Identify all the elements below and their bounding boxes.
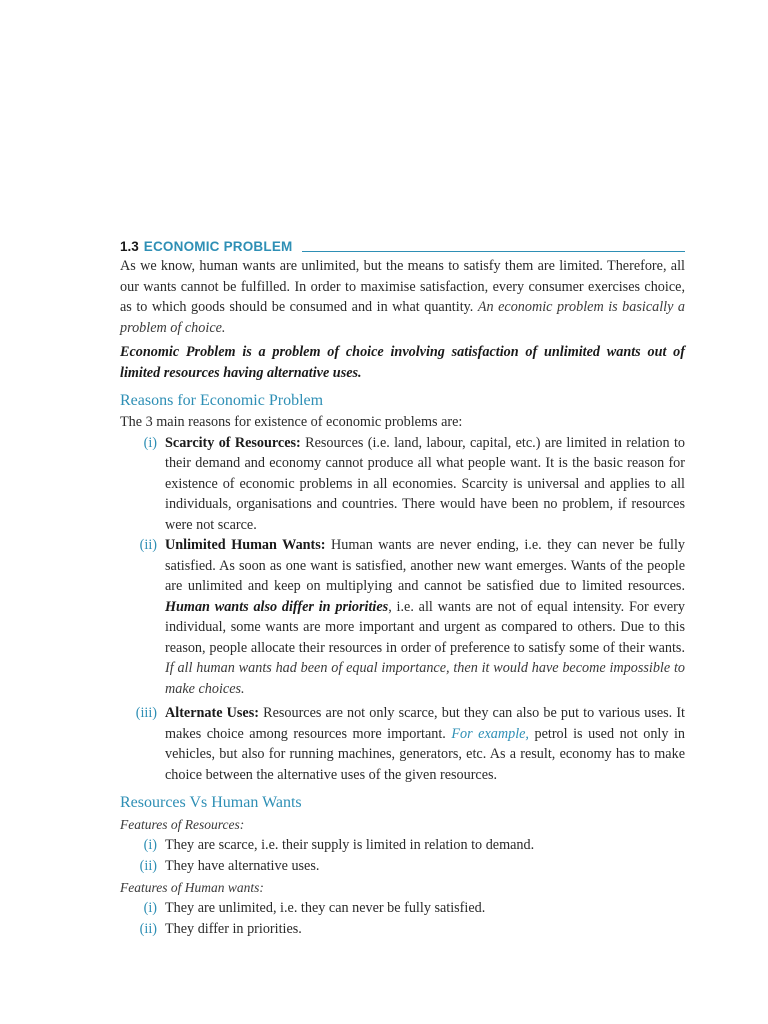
list-item: [120, 856, 685, 877]
wants-features-label: Features of Human wants:: [120, 880, 264, 895]
list-number: (iii): [135, 705, 157, 721]
list-number: (i): [143, 837, 157, 853]
intro-text: As we know, human wants are unlimited, but the means to satisfy them are limited. Therefore, all our wants cannot be fulfilled. In order to maximise satisfaction, every consumer exercises choice, as to which goods should be consumed and in what quantity.: [120, 258, 685, 315]
comparison-heading: Resources Vs Human Wants: [120, 794, 302, 811]
resources-features-label: Features of Resources:: [120, 817, 245, 832]
reasons-heading: Reasons for Economic Problem: [120, 392, 324, 409]
list-item-body: [165, 433, 685, 536]
reason-title: Alternate Uses:: [165, 705, 259, 721]
section-rule: [302, 251, 685, 252]
reason-text-continued: , i.e. all wants are not of equal intensity. For every individual, some wants are more important and urgent as compared to others. Due to this reason, people allocate their resources in order of preference to satisfy some of their wants.: [165, 598, 686, 656]
reasons-lead: The 3 main reasons for existence of economic problems are:: [120, 414, 463, 430]
page-content: [120, 234, 685, 939]
section-number: 1.3: [120, 239, 139, 254]
list-item-body: They differ in priorities.: [165, 920, 302, 937]
definition-text: Economic Problem is a problem of choice involving satisfaction of unlimited wants out of limited resources having alternative uses.: [120, 344, 685, 381]
reason-text: Resources are not only scarce, but they can also be put to various uses. It makes choice among resources more important.: [165, 705, 686, 742]
list-number: (ii): [139, 537, 157, 553]
list-number: (i): [143, 900, 157, 916]
reason-emphasis: Human wants also differ in priorities: [165, 598, 389, 615]
intro-paragraph: [120, 256, 685, 338]
list-item: [120, 919, 685, 940]
list-item-body: They are unlimited, i.e. they can never be fully satisfied.: [165, 900, 486, 916]
reason-text: Resources (i.e. land, labour, capital, etc.) are limited in relation to their demand and economy cannot produce all what people want. It is the basic reason for existence of economic problems in all economies. Scarcity is universal and applies to all individuals, organisations and countries. There would have been no problem, if resources were not scarce.: [165, 434, 685, 533]
list-item: [120, 703, 685, 785]
list-item-body: [165, 535, 685, 699]
list-item: [120, 898, 685, 919]
wants-features-list: [120, 898, 685, 939]
reason-text: Human wants are never ending, i.e. they can never be fully satisfied. As soon as one want is satisfied, another new want emerges. Wants of the people are unlimited and keep on multiplying and cannot be satisfied due to limited resources.: [165, 537, 685, 594]
section-header: [120, 234, 685, 254]
example-label: For example,: [451, 725, 529, 742]
section-title: ECONOMIC PROBLEM: [143, 239, 293, 254]
list-item: [120, 433, 685, 536]
reason-text-continued: petrol is used not only in vehicles, but also for running machines, generators, etc. As a result, economy has to make choice between the alternative uses of the given resources.: [165, 725, 685, 783]
list-item-body: They are scarce, i.e. their supply is limited in relation to demand.: [165, 837, 535, 853]
list-item-body: [165, 703, 685, 785]
reason-italic: If all human wants had been of equal importance, then it would have become impossible to make choices.: [165, 660, 685, 697]
reason-title: Unlimited Human Wants:: [165, 537, 326, 553]
reason-title: Scarcity of Resources:: [165, 434, 301, 451]
list-item: [120, 835, 685, 856]
list-number: (ii): [139, 920, 157, 937]
list-item: [120, 535, 685, 699]
resources-features-list: [120, 835, 685, 876]
reasons-list: [120, 433, 685, 786]
intro-italic: An economic problem is basically a problem of choice.: [120, 299, 685, 336]
list-number: (ii): [139, 857, 157, 874]
list-number: (i): [143, 434, 157, 451]
list-item-body: They have alternative uses.: [165, 857, 320, 874]
